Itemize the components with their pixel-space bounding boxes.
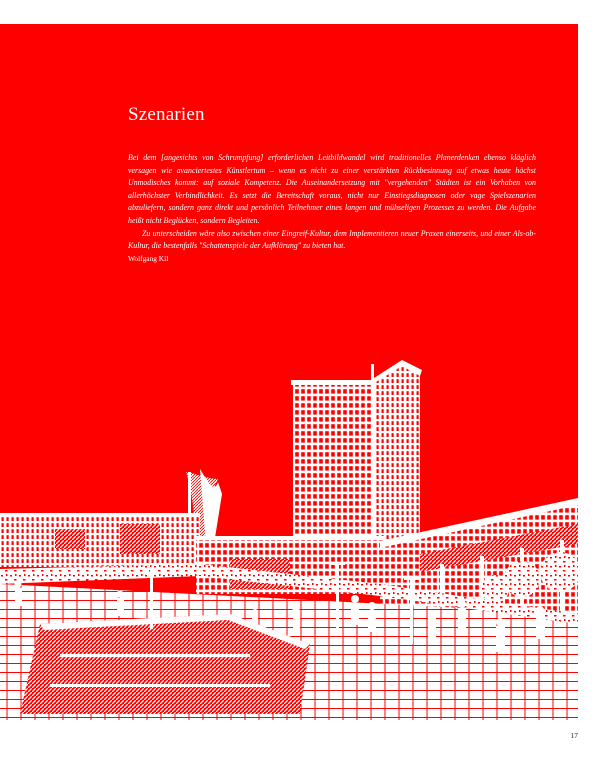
city-square-illustration: [0, 24, 578, 720]
red-page-panel: [0, 24, 578, 720]
page-number: 17: [570, 731, 578, 740]
left-low-buildings: [0, 513, 200, 567]
fountain-basin: [20, 614, 310, 714]
paragraph-2: Zu unterscheiden wäre also zwischen einer Eingreif-Kultur, dem Implementieren neuer Praxen einerseits, und einer Als-ob-Kultur, die bestenfalls "Schattenspiele der Aufklärung" zu bieten hat.: [128, 228, 536, 251]
paragraph-1: Bei dem [angesichts von Schrumpfung] erforderlichen Leitbildwandel wird traditionelles Planerdenken ebenso kläglich versagen wie avanciertestes Künstlertum – wenn es nicht zu einer verstärkten Rückbesinnung auf etwas heute höchst Unmodisches kommt: auf soziale Kompetenz. Die Auseinandersetzung mit "vergehenden" Städten ist ein Vorhaben von allerhöchster Verbindlichkeit. Es setzt die Bereitschaft voraus, nicht nur Einstiegsdiagnosen oder vage Spielszenarien abzuliefern, sondern ganz direkt und persönlich Teilnehmer eines langen und mühseligen Prozesses zu werden. Die Aufgabe heißt nicht Beglücken, sondern Begleiten.: [128, 153, 536, 225]
essay-text: [128, 152, 536, 265]
section-title: Szenarien: [128, 104, 205, 125]
high-rise-tower: [291, 360, 422, 546]
author-name: Wolfgang Kil: [128, 253, 169, 263]
